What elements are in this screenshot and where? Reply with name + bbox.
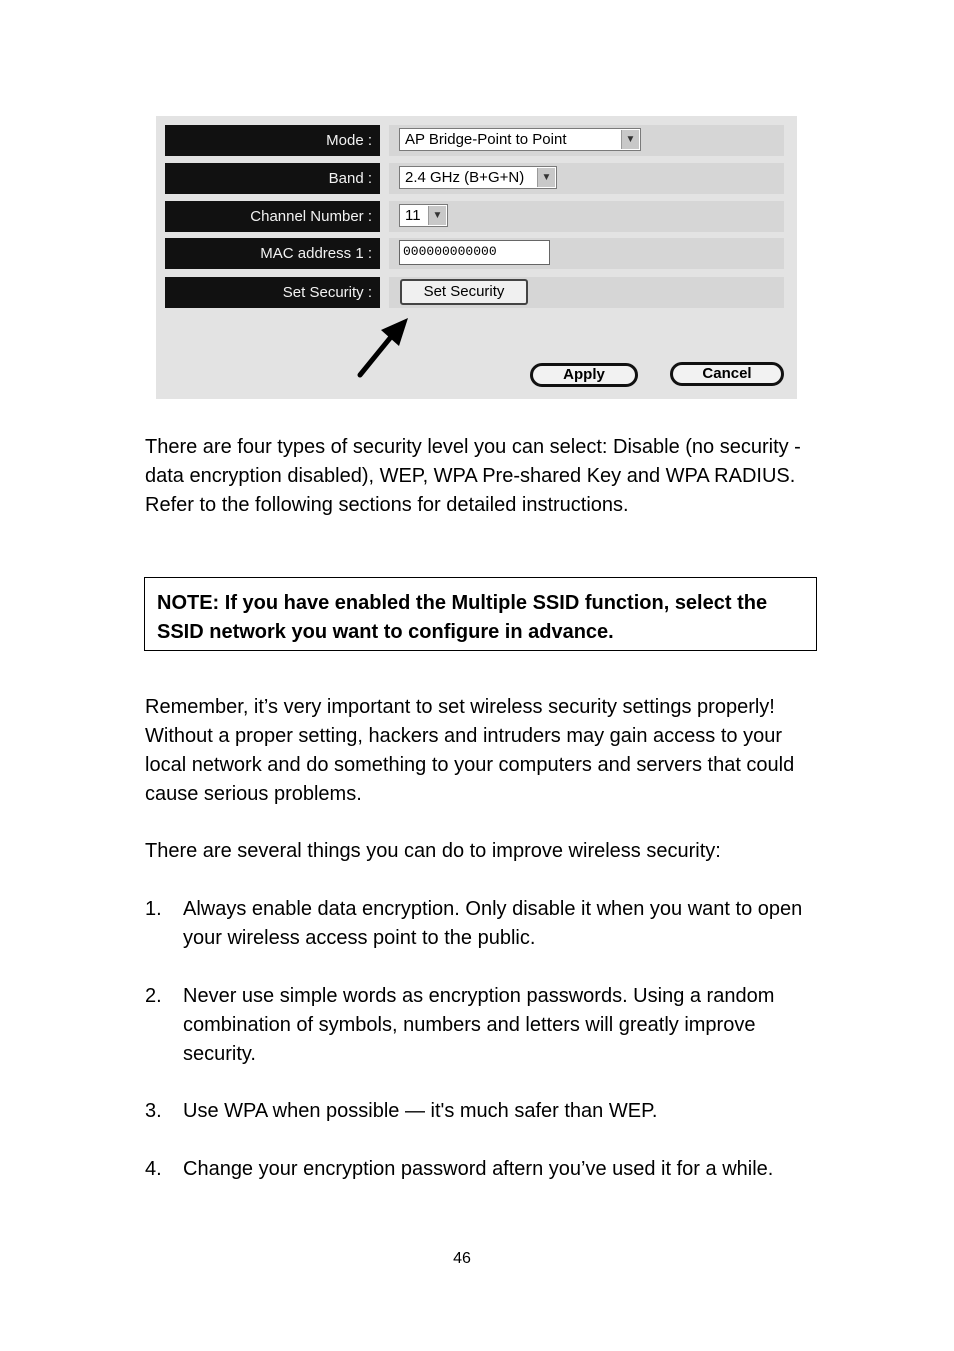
- chevron-down-icon[interactable]: ▼: [537, 168, 555, 187]
- settings-panel: [156, 116, 797, 399]
- chevron-down-icon[interactable]: ▼: [621, 130, 639, 149]
- list-item-number: 4.: [145, 1158, 162, 1180]
- security-row: [165, 277, 784, 308]
- remember-paragraph: Remember, it’s very important to set wireless security settings properly! Without a proper setting, hackers and intruders may gain access to your local network and do something to your computers and servers that could cause serious problems.: [145, 696, 795, 805]
- band-row: [165, 163, 784, 194]
- list-item-text: Change your encryption password aftern you’ve used it for a while.: [183, 1158, 774, 1180]
- list-item-text: Always enable data encryption. Only disable it when you want to open your wireless access point to the public.: [183, 898, 803, 949]
- mode-select[interactable]: [399, 128, 641, 151]
- mode-label: Mode :: [165, 125, 380, 156]
- page-number: 46: [453, 1250, 471, 1267]
- list-item-text: Use WPA when possible — it's much safer than WEP.: [183, 1100, 658, 1122]
- cancel-button[interactable]: Cancel: [670, 362, 784, 386]
- intro-paragraph: There are four types of security level you can select: Disable (no security - data encryption disabled), WEP, WPA Pre-shared Key and WPA RADIUS. Refer to the following sections for detailed instructions.: [145, 436, 801, 516]
- note-box: NOTE: If you have enabled the Multiple SSID function, select the SSID network you want to configure in advance.: [144, 577, 817, 651]
- list-item-number: 2.: [145, 985, 162, 1007]
- improve-paragraph: There are several things you can do to improve wireless security:: [145, 840, 721, 862]
- band-select-value: 2.4 GHz (B+G+N): [405, 169, 525, 186]
- channel-number-label: Channel Number :: [165, 201, 380, 232]
- channel-select-value: 11: [405, 207, 421, 224]
- apply-button[interactable]: Apply: [530, 363, 638, 387]
- mac-row: [165, 238, 784, 269]
- pointer-arrow-icon: [355, 316, 415, 382]
- band-label: Band :: [165, 163, 380, 194]
- mode-select-value: AP Bridge-Point to Point: [405, 131, 567, 148]
- channel-row: [165, 201, 784, 232]
- mode-row: [165, 125, 784, 156]
- chevron-down-icon[interactable]: ▼: [428, 206, 446, 225]
- set-security-button[interactable]: Set Security: [400, 279, 528, 305]
- list-item-number: 3.: [145, 1100, 162, 1122]
- band-select[interactable]: [399, 166, 557, 189]
- mac-address-label: MAC address 1 :: [165, 238, 380, 269]
- channel-select[interactable]: [399, 204, 448, 227]
- mac-address-input[interactable]: 000000000000: [399, 240, 550, 265]
- list-item-text: Never use simple words as encryption passwords. Using a random combination of symbols, numbers and letters will greatly improve security.: [183, 985, 775, 1065]
- list-item-number: 1.: [145, 898, 162, 920]
- set-security-label: Set Security :: [165, 277, 380, 308]
